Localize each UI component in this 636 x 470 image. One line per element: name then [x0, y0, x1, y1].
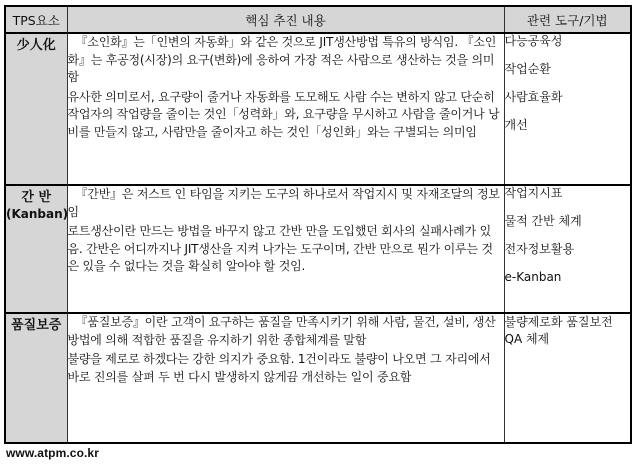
- row-tools: [504, 185, 631, 313]
- row-content: [67, 313, 504, 443]
- row-tools: [504, 313, 631, 443]
- row-label: [5, 185, 67, 313]
- table-row: [5, 33, 631, 185]
- row-tools: [504, 33, 631, 185]
- tool-item: 개선: [504, 118, 528, 132]
- tool-item: QA 체제: [504, 332, 550, 346]
- content-paragraph: 로트생산이란 만드는 방법을 바꾸지 않고 간반 만을 도입했던 회사의 실패사례가 있음. 간반은 어디까지나 JIT생산을 지켜 나가는 도구이며, 간반 만으로 뭔가 이루는 것은 있을 수 없다는 것을 확실히 알아야 할 것임.: [67, 224, 493, 273]
- row-label: [5, 33, 67, 185]
- header-core-content: 핵심 추진 내용: [67, 6, 504, 33]
- tool-item: 작업순환: [504, 62, 551, 76]
- row-content: [67, 185, 504, 313]
- tool-item: 불량제로화 품질보전: [504, 315, 613, 329]
- header-related-tools: 관련 도구/기법: [504, 6, 631, 33]
- website-url: www.atpm.co.kr: [6, 446, 99, 460]
- table-header-row: [5, 6, 631, 33]
- content-paragraph: 유사한 의미로서, 요구량이 줄거나 자동화를 도모해도 사람 수는 변하지 않고 단순히 작업자의 작업량을 줄이는 것인「성력화」와, 요구량을 무시하고 사람을 줄이거나 낭비를 만들지 않고, 사람만을 줄이자고 하는 것인「성인화」와는 구별되는 의미임: [67, 89, 500, 139]
- row-label-text: 간 반: [21, 190, 52, 205]
- tool-item: 물적 간반 체계: [504, 214, 582, 228]
- tool-item: 작업지시표: [504, 186, 563, 200]
- row-label: [5, 313, 67, 443]
- content-paragraph: 『품질보증』이란 고객이 요구하는 품질을 만족시키기 위해 사람, 물건, 설비, 생산방법에 의해 적합한 품질을 유지하기 위한 종합체계를 말함: [67, 315, 496, 347]
- tool-item: 다능공육성: [504, 34, 563, 48]
- header-tps-element: TPS요소: [5, 6, 67, 33]
- row-label-text: 少人化: [16, 38, 56, 53]
- content-paragraph: 불량을 제로로 하겠다는 강한 의지가 중요함. 1건이라도 불량이 나오면 그 자리에서 바로 진의를 살펴 두 번 다시 발생하지 않게끔 개선하는 일이 중요함: [67, 352, 491, 384]
- table-row: [5, 185, 631, 313]
- tps-elements-table: [4, 5, 632, 444]
- table-row: [5, 313, 631, 443]
- tool-item: 전자정보활용: [504, 242, 575, 256]
- row-label-text: 품질보증: [11, 318, 62, 333]
- row-label-subtext: (Kanban): [6, 207, 69, 221]
- content-paragraph: 『소인화』는「인변의 자동화」와 같은 것으로 JIT생산방법 특유의 방식임. 『소인화』는 후공정(시장)의 요구(변화)에 응하여 가장 적은 사람으로 생산하는 것을 의미함: [67, 35, 497, 84]
- row-content: [67, 33, 504, 185]
- tool-item: e-Kanban: [504, 270, 562, 284]
- tool-item: 사람효율화: [504, 90, 563, 104]
- content-paragraph: 『간반』은 저스트 인 타임을 지키는 도구의 하나로서 작업지시 및 자재조달의 정보임: [67, 187, 500, 219]
